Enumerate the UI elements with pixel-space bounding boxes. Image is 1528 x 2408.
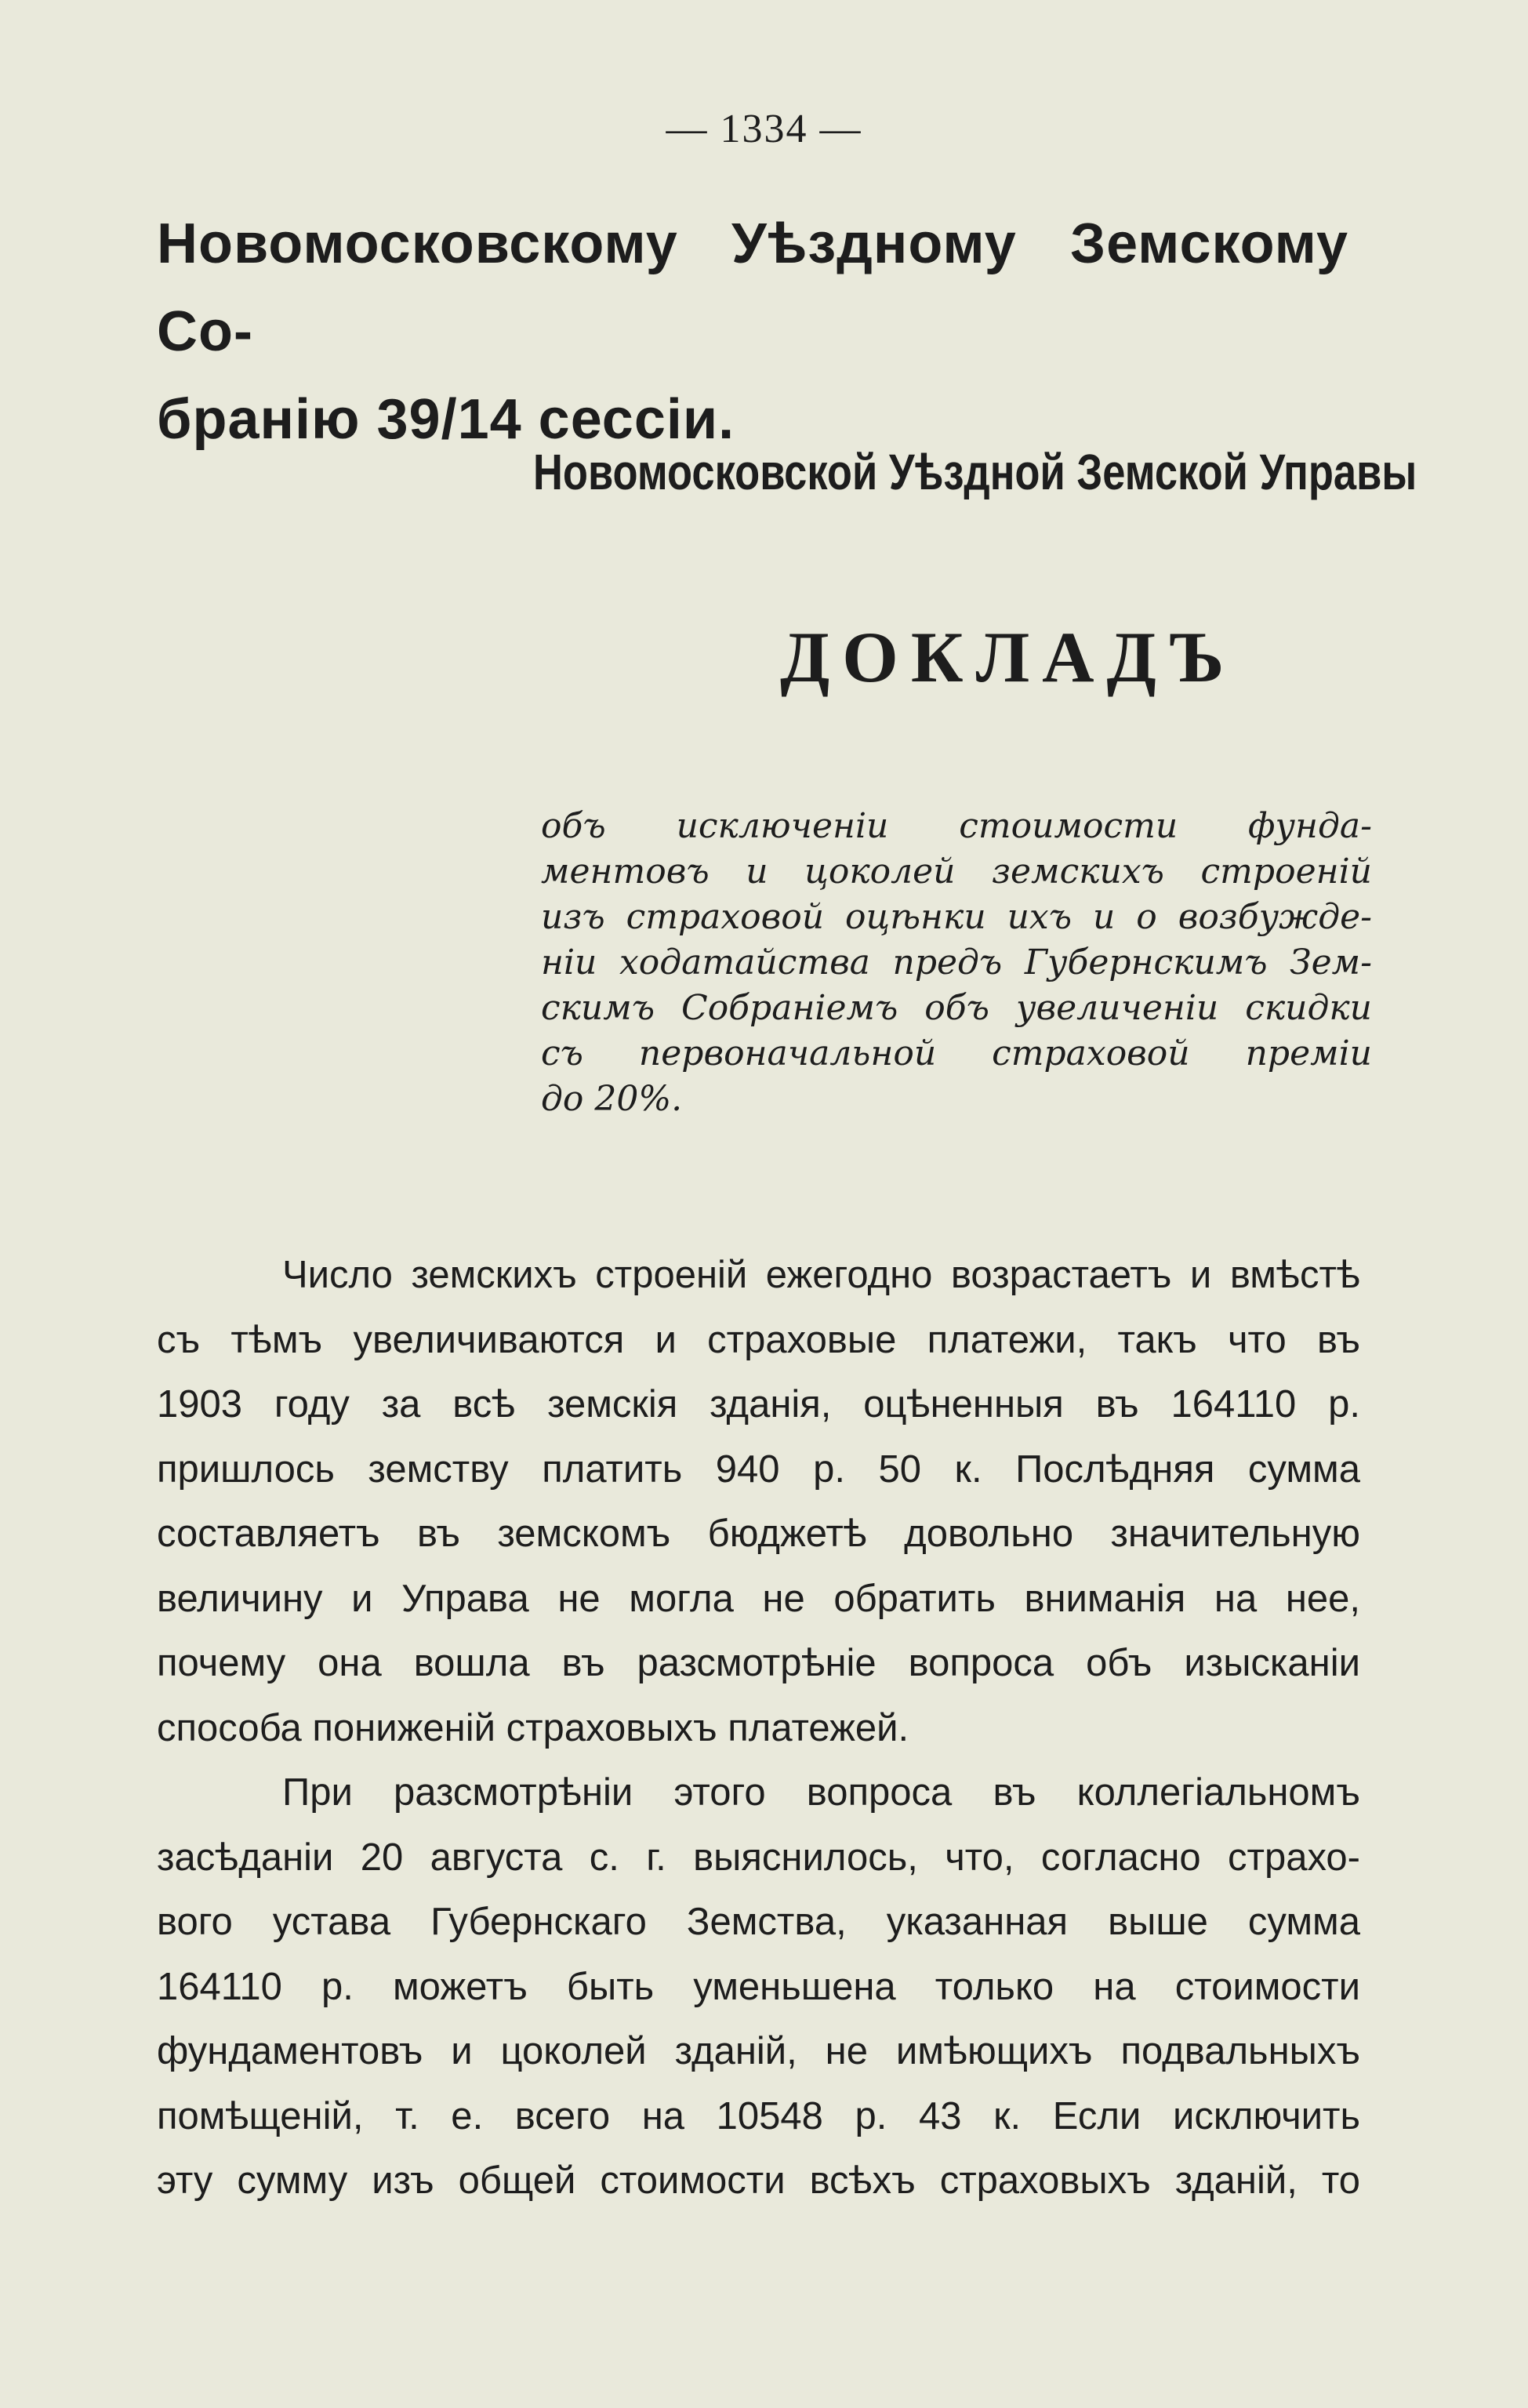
heading-line: бранію 39/14 сессіи.	[157, 388, 735, 451]
subject-line: съ первоначальной страховой преміи	[541, 1033, 1372, 1073]
subject-line: ментовъ и цоколей земскихъ строеній	[541, 852, 1372, 892]
body-line: Число земскихъ строеній ежегодно возрастаетъ и вмѣстѣ	[282, 1254, 1360, 1296]
document-title: ДОКЛАДЪ	[780, 617, 1237, 697]
body-line: эту сумму изъ общей стоимости всѣхъ страховыхъ зданій, то	[157, 2159, 1360, 2202]
body-line: составляетъ въ земскомъ бюджетѣ довольно значительную	[157, 1513, 1360, 1555]
addressee-heading	[157, 200, 1348, 463]
body-line: почему она вошла въ разсмотрѣніе вопроса объ изысканіи	[157, 1642, 1360, 1684]
paragraph-2	[157, 1760, 1360, 2214]
subject-line: скимъ Собраніемъ объ увеличеніи скидки	[541, 988, 1372, 1028]
body-text	[157, 1243, 1360, 2214]
body-line: 164110 р. можетъ быть уменьшена только на стоимости	[157, 1965, 1360, 2008]
issuer-line: Новомосковской Уѣздной Земской Управы	[533, 444, 1417, 500]
body-line: фундаментовъ и цоколей зданій, не имѣющихъ подвальныхъ	[157, 2030, 1360, 2072]
body-line: 1903 году за всѣ земскія зданія, оцѣненныя въ 164110 р.	[157, 1383, 1360, 1426]
body-line: величину и Управа не могла не обратить вниманія на нее,	[157, 1577, 1360, 1620]
paragraph-1	[157, 1243, 1360, 1760]
body-line: способа пониженій страховыхъ платежей.	[157, 1706, 909, 1749]
body-line: съ тѣмъ увеличиваются и страховые платежи, такъ что въ	[157, 1318, 1360, 1361]
subject-block	[541, 804, 1372, 1122]
subject-line: ніи ходатайства предъ Губернскимъ Зем-	[541, 942, 1372, 982]
body-line: При разсмотрѣніи этого вопроса въ коллегіальномъ	[282, 1771, 1360, 1814]
page-number: — 1334 —	[666, 107, 862, 151]
body-line: засѣданіи 20 августа с. г. выяснилось, что, согласно страхо-	[157, 1836, 1360, 1879]
subject-line: до 20%.	[541, 1079, 683, 1119]
subject-line: объ исключеніи стоимости фунда-	[541, 806, 1372, 846]
body-line: помѣщеній, т. е. всего на 10548 р. 43 к. Если исключить	[157, 2094, 1360, 2137]
heading-line: Новомосковскому Уѣздному Земскому Со-	[157, 212, 1348, 363]
body-line: пришлось земству платить 940 р. 50 к. Послѣдняя сумма	[157, 1447, 1360, 1491]
subject-line: изъ страховой оцѣнки ихъ и о возбужде-	[541, 897, 1372, 937]
body-line: вого устава Губернскаго Земства, указанная выше сумма	[157, 1901, 1360, 1943]
